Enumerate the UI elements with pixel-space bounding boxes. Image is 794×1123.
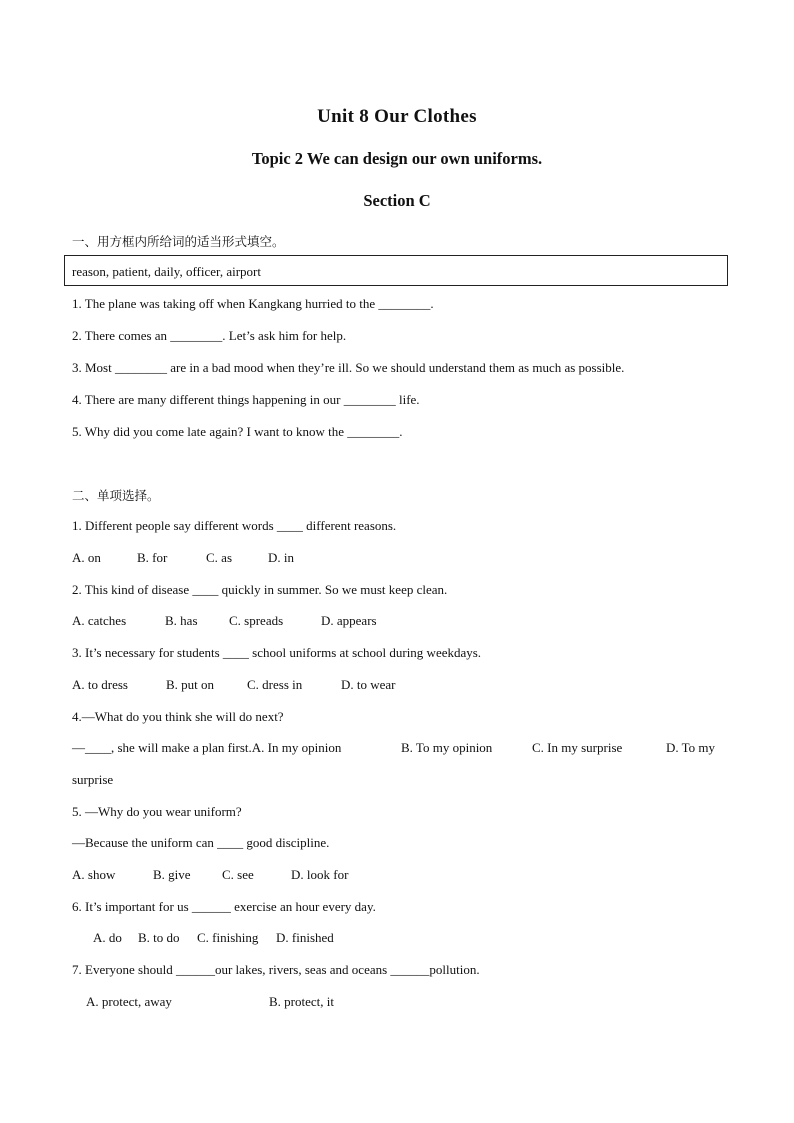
topic-title: Topic 2 We can design our own uniforms. [251, 149, 543, 168]
question-7-stem: 7. Everyone should ______our lakes, rivers, seas and oceans ______pollution. [72, 962, 480, 977]
q1-option-c: C. as [206, 550, 232, 565]
question-3-stem: 3. It’s necessary for students ____ school uniforms at school during weekdays. [72, 645, 482, 660]
question-2-stem: 2. This kind of disease ____ quickly in summer. So we must keep clean. [72, 582, 448, 597]
q3-option-a: A. to dress [72, 677, 128, 692]
part1-heading: 一、用方框内所给词的适当形式填空。 [72, 234, 285, 249]
fill-item-1: 1. The plane was taking off when Kangkang hurried to the ________. [72, 296, 434, 311]
q1-option-d: D. in [268, 550, 294, 565]
q1-option-a: A. on [72, 550, 101, 565]
q7-option-b: B. protect, it [269, 994, 334, 1009]
q1-option-b: B. for [137, 550, 168, 565]
q6-option-b: B. to do [138, 930, 180, 945]
fill-item-3: 3. Most ________ are in a bad mood when they’re ill. So we should understand them as much as possible. [72, 360, 625, 375]
section-title: Section C [363, 191, 431, 210]
q4-option-d: D. To my [666, 740, 716, 755]
q2-option-d: D. appears [321, 613, 377, 628]
q6-option-d: D. finished [276, 930, 334, 945]
q5-reply: —Because the uniform can ____ good discipline. [72, 835, 330, 850]
q5-option-a: A. show [72, 867, 116, 882]
question-4-stem: 4.—What do you think she will do next? [72, 709, 284, 724]
q4-option-b: B. To my opinion [401, 740, 493, 755]
q5-option-d: D. look for [291, 867, 349, 882]
q7-option-a: A. protect, away [86, 994, 172, 1009]
q4-option-c: C. In my surprise [532, 740, 623, 755]
question-6-stem: 6. It’s important for us ______ exercise an hour every day. [72, 899, 376, 914]
question-1-stem: 1. Different people say different words ____ different reasons. [72, 518, 397, 533]
fill-item-5: 5. Why did you come late again? I want to know the ________. [72, 424, 403, 439]
q3-option-c: C. dress in [247, 677, 303, 692]
q4-option-d-wrap: surprise [72, 772, 114, 787]
q6-option-a: A. do [93, 930, 122, 945]
q5-option-b: B. give [153, 867, 191, 882]
word-box-text: reason, patient, daily, officer, airport [72, 264, 261, 279]
q2-option-b: B. has [165, 613, 198, 628]
q6-option-c: C. finishing [197, 930, 259, 945]
fill-item-4: 4. There are many different things happening in our ________ life. [72, 392, 420, 407]
q4-reply: —____, she will make a plan first.A. In my opinion [72, 740, 342, 755]
question-5-stem: 5. —Why do you wear uniform? [72, 804, 242, 819]
part2-heading: 二、单项选择。 [72, 488, 160, 503]
word-box [64, 255, 728, 286]
q3-option-b: B. put on [166, 677, 215, 692]
q5-option-c: C. see [222, 867, 254, 882]
q3-option-d: D. to wear [341, 677, 396, 692]
fill-item-2: 2. There comes an ________. Let’s ask him for help. [72, 328, 347, 343]
q2-option-c: C. spreads [229, 613, 284, 628]
q2-option-a: A. catches [72, 613, 127, 628]
page-title: Unit 8 Our Clothes [317, 106, 477, 127]
